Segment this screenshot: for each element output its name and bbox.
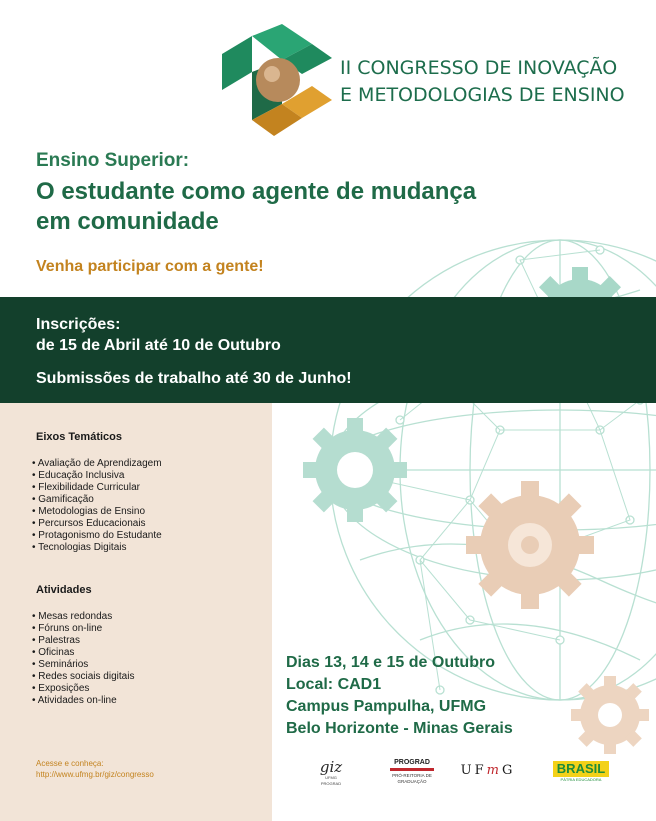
brasil-logo [548, 760, 614, 784]
list-item: • Palestras [32, 635, 134, 647]
ufmg-part-a: UF [460, 762, 487, 778]
headline [36, 177, 476, 237]
event-local: Local: CAD1 [286, 676, 382, 693]
list-item: • Percursos Educacionais [32, 518, 162, 530]
registration-dates: de 15 de Abril até 10 de Outubro [36, 337, 281, 354]
list-item: • Educação Inclusiva [32, 470, 162, 482]
list-item: • Fóruns on-line [32, 623, 134, 635]
ufmg-part-b: G [501, 762, 516, 778]
list-item: • Flexibilidade Curricular [32, 482, 162, 494]
brasil-mark: BRASIL [553, 761, 609, 777]
list-item: • Seminários [32, 659, 134, 671]
prograd-logo [382, 756, 442, 788]
headline-line2: em comunidade [36, 208, 219, 235]
congress-title [340, 55, 625, 109]
ufmg-logo [452, 760, 524, 780]
giz-sub-ufmg: UFMG [325, 774, 337, 780]
access-label: Acesse e conheça: [36, 759, 104, 768]
list-item: • Mesas redondas [32, 611, 134, 623]
congress-title-line2: E METODOLOGIAS DE ENSINO [340, 84, 625, 106]
event-campus: Campus Pampulha, UFMG [286, 698, 487, 715]
brasil-sub: PÁTRIA EDUCADORA [560, 777, 602, 782]
list-item: • Avaliação de Aprendizagem [32, 458, 162, 470]
list-item: • Tecnologias Digitais [32, 542, 162, 554]
registration-info [36, 314, 281, 356]
access-url-link[interactable]: http://www.ufmg.br/giz/congresso [36, 770, 154, 779]
subtitle: Ensino Superior: [36, 150, 190, 171]
prograd-bar [390, 768, 434, 771]
list-item: • Atividades on-line [32, 695, 134, 707]
event-city: Belo Horizonte - Minas Gerais [286, 720, 513, 737]
list-item: • Protagonismo do Estudante [32, 530, 162, 542]
list-item: • Metodologias de Ensino [32, 506, 162, 518]
ufmg-part-m: m [486, 762, 502, 778]
registration-label: Inscrições: [36, 316, 121, 333]
event-dates: Dias 13, 14 e 15 de Outubro [286, 654, 495, 671]
atividades-title: Atividades [36, 584, 92, 596]
prograd-sub: PRÓ-REITORIA DE GRADUAÇÃO [392, 773, 432, 784]
submissions-deadline: Submissões de trabalho até 30 de Junho! [36, 370, 352, 387]
gear-icon [466, 481, 594, 609]
event-info [286, 652, 513, 740]
gear-icon [571, 676, 649, 754]
giz-logo [300, 756, 362, 790]
congress-title-line1: II CONGRESSO DE INOVAÇÃO [340, 57, 618, 79]
congress-logo-icon [222, 24, 332, 136]
giz-mark: giz [319, 757, 343, 776]
access-info [36, 758, 154, 780]
eixos-list [32, 458, 162, 554]
headline-line1: O estudante como agente de mudança [36, 178, 477, 205]
invite-text: Venha participar com a gente! [36, 258, 264, 275]
giz-sub-prograd: PROGRAD [320, 780, 342, 786]
eixos-title: Eixos Temáticos [36, 431, 122, 443]
list-item: • Oficinas [32, 647, 134, 659]
list-item: • Gamificação [32, 494, 162, 506]
list-item: • Redes sociais digitais [32, 671, 134, 683]
gear-icon [303, 418, 407, 522]
list-item: • Exposições [32, 683, 134, 695]
atividades-list [32, 611, 134, 707]
prograd-title: PROGRAD [394, 759, 430, 766]
